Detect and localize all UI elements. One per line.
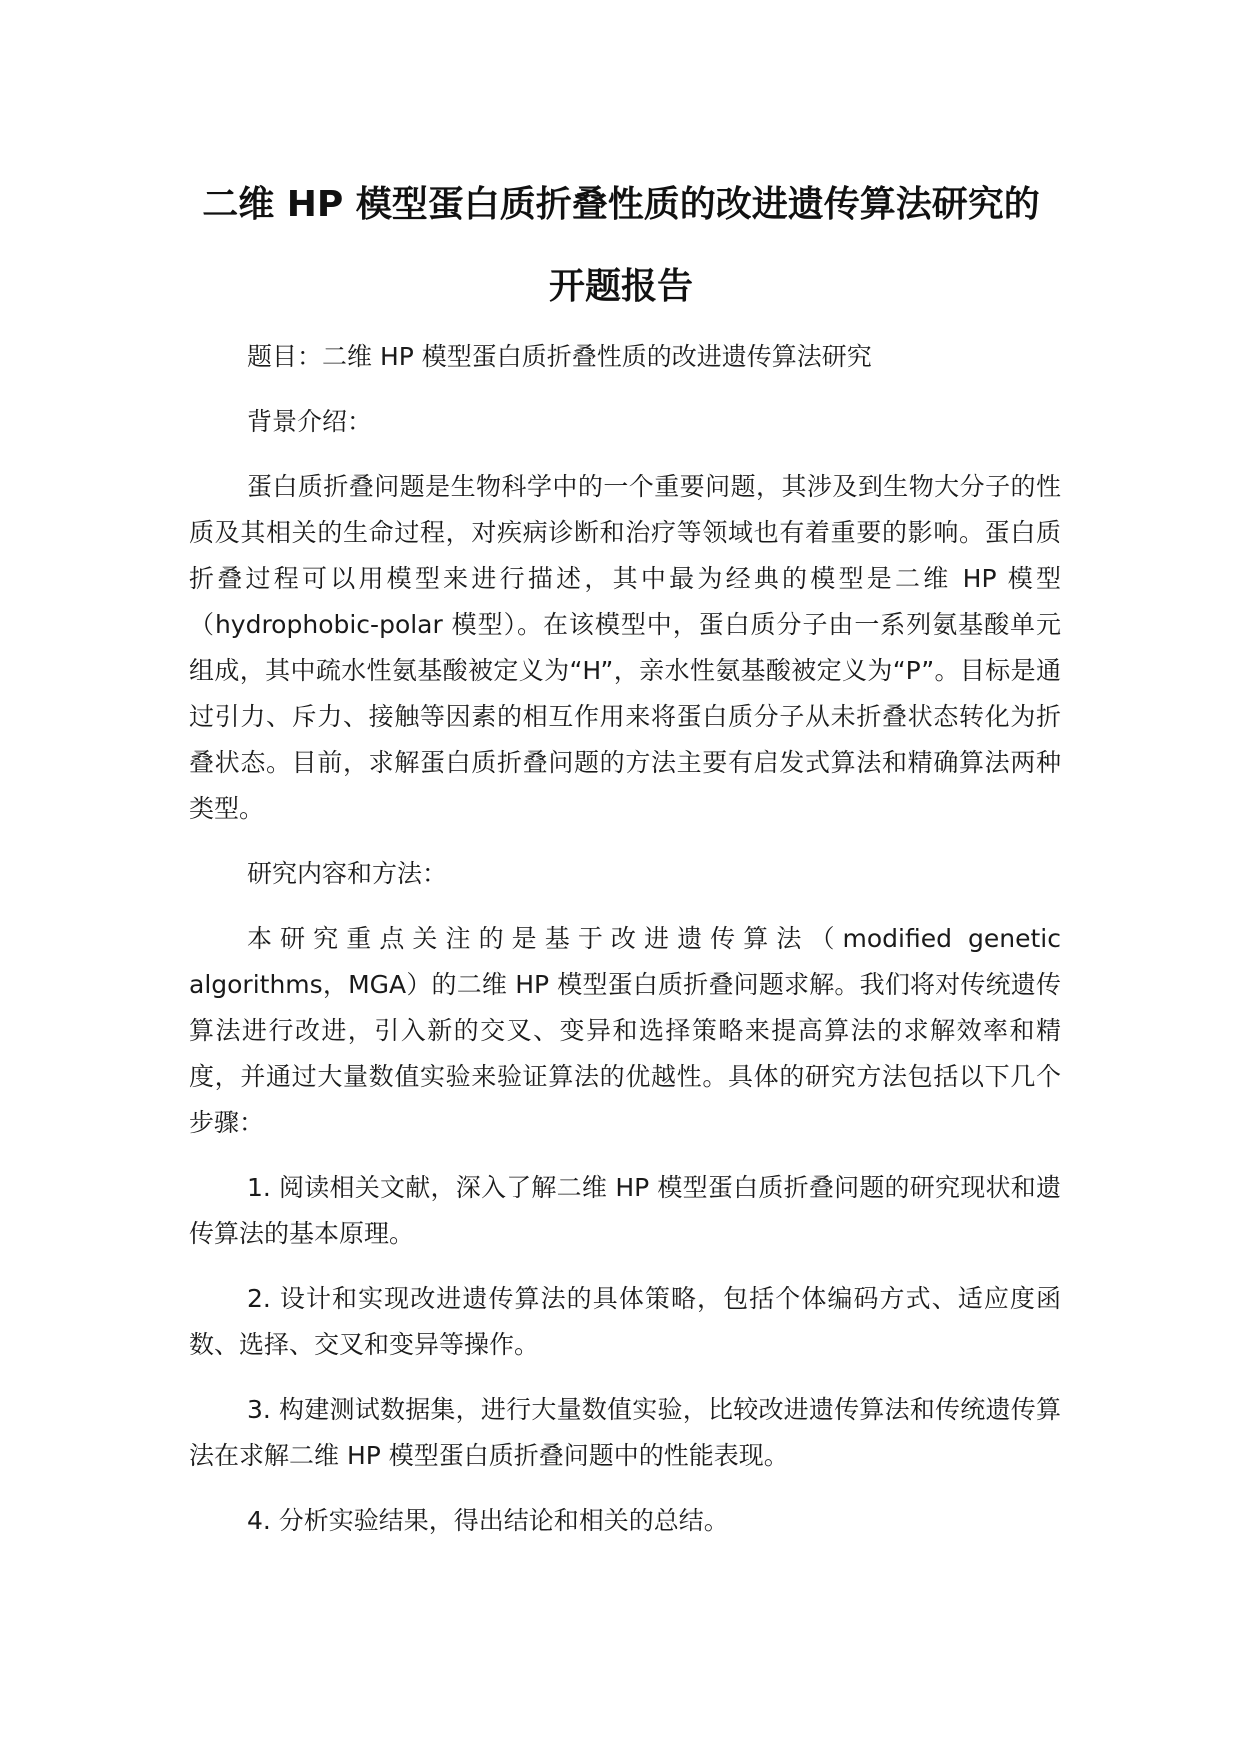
methods-heading: 研究内容和方法：: [247, 859, 448, 888]
document-body: [189, 334, 1061, 1544]
background-heading: 背景介绍：: [247, 407, 373, 436]
topic-line: 题目：二维 HP 模型蛋白质折叠性质的改进遗传算法研究: [247, 342, 872, 371]
step-4: 4. 分析实验结果，得出结论和相关的总结。: [247, 1506, 729, 1535]
step-3: 3. 构建测试数据集，进行大量数值实验，比较改进遗传算法和传统遗传算法在求解二维 HP 模型蛋白质折叠问题中的性能表现。: [189, 1395, 1061, 1470]
step-2: 2. 设计和实现改进遗传算法的具体策略，包括个体编码方式、适应度函数、选择、交叉和变异等操作。: [189, 1284, 1061, 1359]
document-title-line-1: 二维 HP 模型蛋白质折叠性质的改进遗传算法研究的: [202, 184, 1040, 225]
document-title-line-2: 开题报告: [548, 266, 693, 307]
background-paragraph: 蛋白质折叠问题是生物科学中的一个重要问题，其涉及到生物大分子的性质及其相关的生命过程，对疾病诊断和治疗等领域也有着重要的影响。蛋白质折叠过程可以用模型来进行描述，其中最为经典的模型是二维 HP 模型（hydrophobic-polar 模型）。在该模型中，蛋白质分子由一系列氨基酸单元组成，其中疏水性氨基酸被定义为“H”，亲水性氨基酸被定义为“P”。目标是通过引力、斥力、接触等因素的相互作用来将蛋白质分子从未折叠状态转化为折叠状态。目前，求解蛋白质折叠问题的方法主要有启发式算法和精确算法两种类型。: [189, 472, 1061, 823]
step-1: 1. 阅读相关文献，深入了解二维 HP 模型蛋白质折叠问题的研究现状和遗传算法的基本原理。: [189, 1173, 1061, 1248]
methods-paragraph: 本研究重点关注的是基于改进遗传算法（modified genetic algorithms，MGA）的二维 HP 模型蛋白质折叠问题求解。我们将对传统遗传算法进行改进，引入新的交叉、变异和选择策略来提高算法的求解效率和精度，并通过大量数值实验来验证算法的优越性。具体的研究方法包括以下几个步骤：: [189, 924, 1061, 1137]
